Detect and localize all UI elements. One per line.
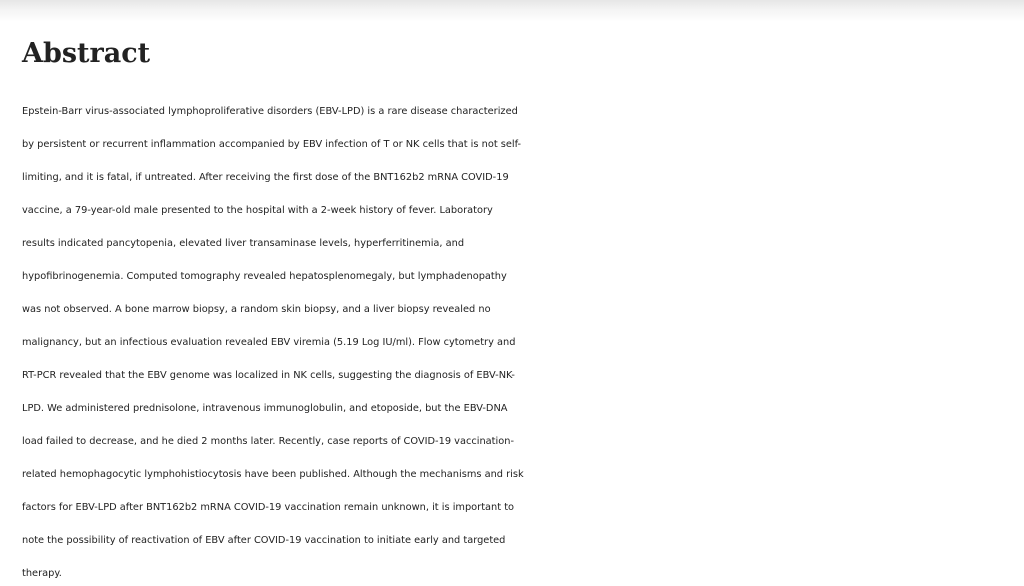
header-shadow xyxy=(0,0,1024,22)
abstract-line: limiting, and it is fatal, if untreated. After receiving the first dose of the BNT162b2 mRNA COVID-19 xyxy=(22,172,509,183)
abstract-line: LPD. We administered prednisolone, intravenous immunoglobulin, and etoposide, but the EBV-DNA xyxy=(22,403,508,414)
abstract-line: related hemophagocytic lymphohistiocytosis have been published. Although the mechanisms and risk xyxy=(22,469,524,480)
abstract-line: by persistent or recurrent inflammation accompanied by EBV infection of T or NK cells that is not self- xyxy=(22,139,522,150)
abstract-section xyxy=(22,34,1020,586)
abstract-line: therapy. xyxy=(22,568,62,579)
abstract-line: hypofibrinogenemia. Computed tomography revealed hepatosplenomegaly, but lymphadenopathy xyxy=(22,271,507,282)
abstract-line: was not observed. A bone marrow biopsy, a random skin biopsy, and a liver biopsy revealed no xyxy=(22,304,491,315)
abstract-heading: Abstract xyxy=(22,38,151,69)
abstract-body xyxy=(22,95,1020,586)
abstract-line: RT-PCR revealed that the EBV genome was localized in NK cells, suggesting the diagnosis of EBV-NK- xyxy=(22,370,515,381)
abstract-line: note the possibility of reactivation of EBV after COVID-19 vaccination to initiate early and targeted xyxy=(22,535,506,546)
abstract-line: vaccine, a 79-year-old male presented to the hospital with a 2-week history of fever. Laboratory xyxy=(22,205,493,216)
abstract-line: results indicated pancytopenia, elevated liver transaminase levels, hyperferritinemia, and xyxy=(22,238,465,249)
abstract-line: load failed to decrease, and he died 2 months later. Recently, case reports of COVID-19 vaccination- xyxy=(22,436,514,447)
abstract-line: malignancy, but an infectious evaluation revealed EBV viremia (5.19 Log IU/ml). Flow cytometry and xyxy=(22,337,516,348)
abstract-line: Epstein-Barr virus-associated lymphoproliferative disorders (EBV-LPD) is a rare disease characterized xyxy=(22,106,518,117)
abstract-line: factors for EBV-LPD after BNT162b2 mRNA COVID-19 vaccination remain unknown, it is important to xyxy=(22,502,515,513)
